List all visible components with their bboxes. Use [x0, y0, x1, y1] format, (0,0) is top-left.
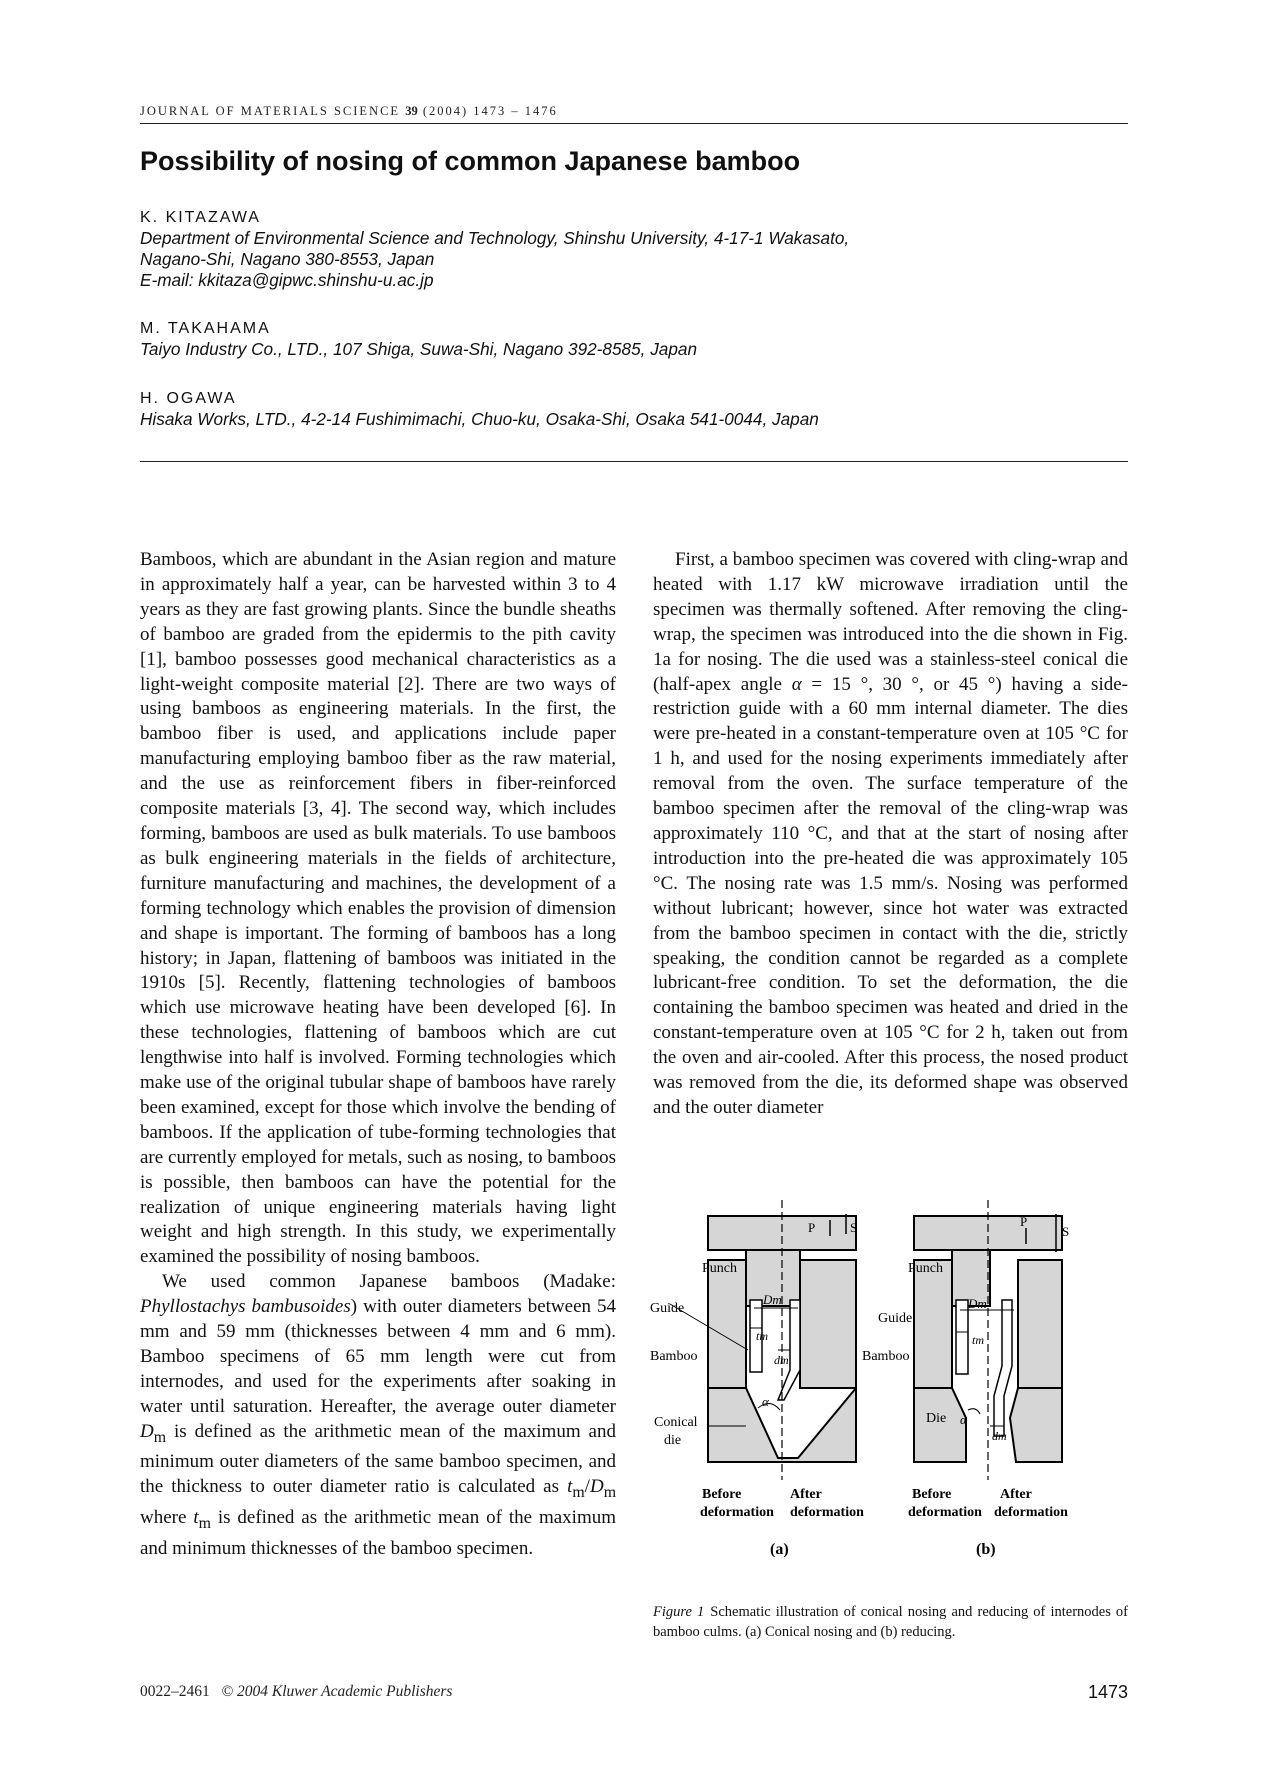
panel-a-S-label: S [850, 1220, 858, 1235]
panel-b-before-label: deformation [908, 1505, 982, 1520]
journal-name: JOURNAL OF MATERIALS SCIENCE [140, 104, 401, 118]
figure-1-caption [653, 1602, 1128, 1642]
panel-b-after-label: After [1000, 1487, 1032, 1502]
panel-b-drawing [914, 1200, 1062, 1480]
panel-b-bamboo-label: Bamboo [862, 1349, 910, 1364]
body-paragraph: Bamboos, which are abundant in the Asian region and mature in approximately half a year, can be harvested within 3 to 4 years as they are fast growing plants. Since the bundle sheaths of bamboo are graded from the epidermis to the pith cavity [1], bamboo possesses good mechanical characteristics as a light-weight composite material [2]. There are two ways of using bamboos as engineering materials. In the first, the bamboo fiber is used, and applications include paper manufacturing employing bamboo fiber as the raw material, and the use as reinforcement fibers in fiber-reinforced composite materials [3, 4]. The second way, which includes forming, bamboos are used as bulk materials. To use bamboos as bulk engineering materials in the fields of architecture, furniture manufacturing and machines, the development of a forming technology which enables the provision of dimension and shape is important. The forming of bamboos has a long history; in Japan, flattening of bamboos was initiated in the 1910s [5]. Recently, flattening technologies of bamboos which use microwave heating have been developed [6]. In these technologies, flattening of bamboos which are cut lengthwise into half is involved. Forming technologies which make use of the original tubular shape of bamboos have rarely been examined, except for those which involve the bending of bamboos. If the application of tube-forming technologies that are currently employed for metals, such as nosing, to bamboos is possible, then bamboos can have the potential for the realization of unique engineering materials having light weight and high strength. In this study, we experimentally examined the possibility of nosing bamboos. [140, 549, 616, 1268]
page-number: 1473 [1087, 1682, 1128, 1702]
footer-issn [140, 1683, 452, 1701]
body-right-column [653, 548, 1128, 1121]
panel-b-punch-label: Punch [908, 1261, 943, 1276]
panel-a-die-label: die [664, 1433, 682, 1448]
panel-a-before-label: deformation [700, 1505, 774, 1520]
journal-volume: 39 [405, 104, 418, 118]
figure-1 [650, 1200, 1128, 1568]
body-paragraph: First, a bamboo specimen was covered with cling-wrap and heated with 1.17 kW microwave irradiation until the specimen was thermally softened. After removing the cling-wrap, the specimen was introduced into the die shown in Fig. 1a for nosing. The die used was a stainless-steel conical die (half-apex angle α = 15 °, 30 °, or 45 °) having a side-restriction guide with a 60 mm internal diameter. The dies were pre-heated in a constant-temperature oven at 105 °C for 1 h, and used for the nosing experiments immediately after removal from the oven. The surface temperature of the bamboo specimen after the removal of the cling-wrap was approximately 110 °C, and that at the start of nosing after introduction into the pre-heated die was approximately 105 °C. The nosing rate was 1.5 mm/s. Nosing was performed without lubricant; however, since hot water was extracted from the bamboo specimen in contact with the die, strictly speaking, the condition cannot be regarded as a complete lubricant-free condition. To set the deformation, the die containing the bamboo specimen was heated and dried in the constant-temperature oven at 105 °C for 2 h, taken out from the oven and air-cooled. After this process, the nosed product was removed from the die, its deformed shape was observed and the outer diameter [653, 549, 1128, 1118]
panel-b-guide-label: Guide [878, 1311, 913, 1326]
panel-a-conical-label: Conical [654, 1415, 698, 1430]
panel-b-P-label: P [1020, 1214, 1028, 1229]
copyright: © 2004 Kluwer Academic Publishers [221, 1683, 453, 1700]
author-block-2 [140, 318, 1128, 360]
panel-b-tm-label: tm [972, 1333, 984, 1347]
species-name: Phyllostachys bambusoides [140, 1296, 351, 1318]
header-divider [140, 461, 1128, 462]
author-name: H. OGAWA [140, 390, 237, 407]
panel-a-after-label: After [790, 1487, 822, 1502]
panel-b-label: (b) [976, 1541, 996, 1558]
author-block-1 [140, 207, 1128, 291]
panel-b-after-label: deformation [994, 1505, 1068, 1520]
author-email: E-mail: kkitaza@gipwc.shinshu-u.ac.jp [140, 270, 434, 290]
panel-a-tm-label: tm [756, 1329, 768, 1343]
panel-a-before-label: Before [702, 1487, 742, 1502]
affiliation-line: Department of Environmental Science and Technology, Shinshu University, 4-17-1 Wakasato, [140, 228, 850, 248]
panel-b-S-label: S [1062, 1224, 1070, 1239]
panel-a-P-label: P [808, 1220, 816, 1235]
panel-a-Dm-label: Dm [763, 1292, 782, 1307]
panel-a-guide-label: Guide [650, 1301, 685, 1316]
affiliation-line: Hisaka Works, LTD., 4-2-14 Fushimimachi, Chuo-ku, Osaka-Shi, Osaka 541-0044, Japan [140, 409, 819, 429]
panel-b-die-label: Die [926, 1411, 947, 1426]
figure-1-diagram [650, 1200, 1128, 1568]
panel-a-after-label: deformation [790, 1505, 864, 1520]
affiliation-line: Taiyo Industry Co., LTD., 107 Shiga, Suwa-Shi, Nagano 392-8585, Japan [140, 339, 698, 359]
panel-b-before-label: Before [912, 1487, 952, 1502]
body-paragraph: We used common Japanese bamboos (Madake: Phyllostachys bambusoides) with outer diameters between 54 mm and 59 mm (thicknesses between 4 mm and 6 mm). Bamboo specimens of 65 mm length were cut from internodes, and used for the experiments after soaking in water until saturation. Hereafter, the average outer diameter $D_m$ is defined as the arithmetic mean of the maximum and minimum outer diameters of the same bamboo specimen, and the thickness to outer diameter ratio is calculated as $t_m/D_m$ where $t_m$ is defined as the arithmetic mean of the maximum and minimum thicknesses of the bamboo specimen. [140, 1271, 617, 1559]
body-left-column [140, 548, 616, 1562]
caption-label: Figure 1 [653, 1604, 705, 1620]
panel-a-dm-label: dm [774, 1353, 789, 1367]
author-name: M. TAKAHAMA [140, 320, 271, 337]
panel-b-Dm-label: Dm [968, 1296, 987, 1311]
author-name: K. KITAZAWA [140, 209, 261, 226]
panel-a-alpha-label: α [762, 1394, 769, 1409]
journal-year-pages: (2004) 1473 – 1476 [422, 104, 558, 118]
panel-a-punch-label: Punch [702, 1261, 737, 1276]
issn: 0022–2461 [140, 1683, 210, 1700]
affiliation-line: Nagano-Shi, Nagano 380-8553, Japan [140, 249, 435, 269]
author-block-3 [140, 388, 1128, 430]
panel-b-alpha-label: α [960, 1412, 967, 1427]
panel-b-dm-label: dm [992, 1429, 1007, 1443]
panel-a-label: (a) [770, 1541, 789, 1558]
caption-text: Schematic illustration of conical nosing and reducing of internodes of bamboo culms. (a) Conical nosing and (b) reducing. [653, 1604, 1128, 1640]
running-head [140, 104, 1128, 124]
panel-a-bamboo-label: Bamboo [650, 1349, 698, 1364]
paper-title: Possibility of nosing of common Japanese bamboo [140, 146, 801, 176]
